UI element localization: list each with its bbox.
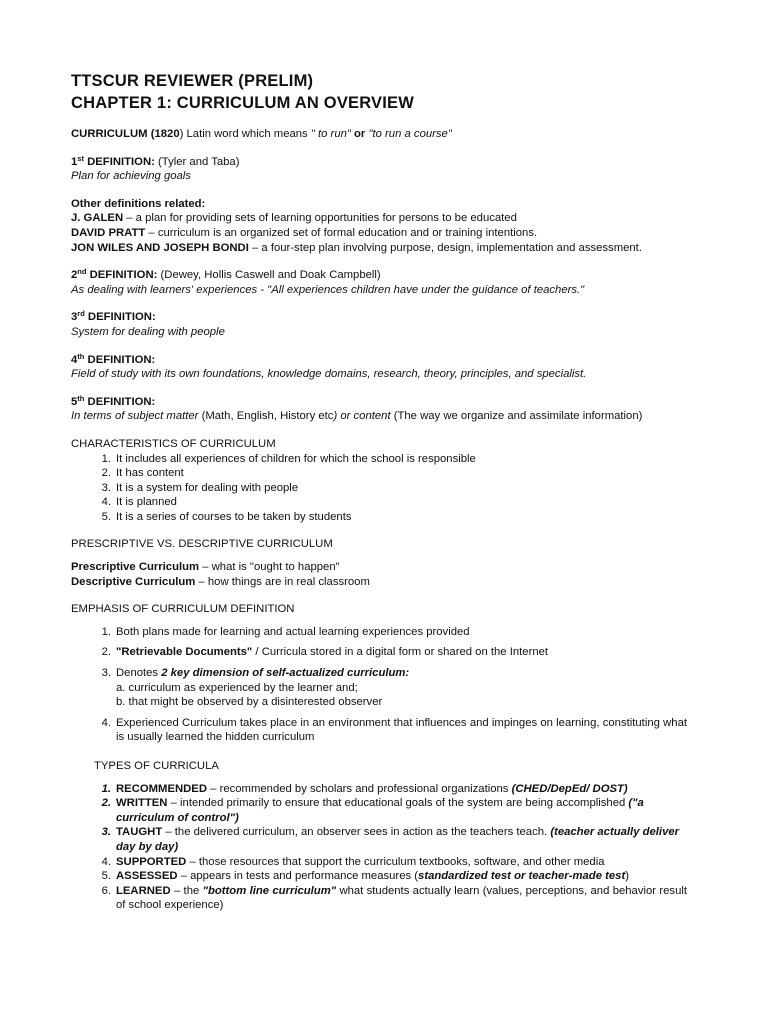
emphasis-heading: EMPHASIS OF CURRICULUM DEFINITION	[71, 603, 295, 616]
definition-3-text: System for dealing with people	[71, 325, 225, 338]
types-list	[71, 782, 687, 913]
related-definition-wiles-bondi: JON WILES AND JOSEPH BONDI – a four-step plan involving purpose, design, implementation and assessment.	[71, 241, 642, 254]
list-item: 2. "Retrievable Documents" / Curricula stored in a digital form or shared on the Internet	[101, 646, 549, 659]
prescriptive-descriptive-heading: PRESCRIPTIVE VS. DESCRIPTIVE CURRICULUM	[71, 538, 333, 551]
list-item: 3. TAUGHT – the delivered curriculum, an observer sees in action as the teachers teach. (teacher actually deliver day by day)	[101, 826, 680, 853]
list-item: 5. It is a series of courses to be taken by students	[101, 510, 352, 523]
definition-4-heading: 4th DEFINITION:	[71, 351, 156, 366]
curriculum-definition: CURRICULUM (1820) Latin word which means " to run" or "to run a course"	[71, 128, 452, 140]
related-definition-pratt: DAVID PRATT – curriculum is an organized set of formal education and or training intentions.	[71, 226, 538, 239]
characteristics-heading: CHARACTERISTICS OF CURRICULUM	[71, 437, 276, 450]
list-item: 1. It includes all experiences of children for which the school is responsible	[101, 452, 476, 465]
definition-1-heading: 1st DEFINITION: (Tyler and Taba)	[71, 153, 240, 168]
list-item: 5. ASSESSED – appears in tests and performance measures (standardized test or teacher-made test)	[101, 870, 629, 883]
definition-3-heading: 3rd DEFINITION:	[71, 309, 156, 324]
emphasis-list	[71, 625, 687, 745]
list-item: 1. RECOMMENDED – recommended by scholars and professional organizations (CHED/DepEd/ DOST)	[101, 782, 628, 795]
related-definitions-heading: Other definitions related:	[71, 197, 206, 210]
list-item: 4. Experienced Curriculum takes place in an environment that influences and impinges on learning, constituting what is usually learned the hidden curriculum	[101, 716, 687, 744]
list-item: 3. It is a system for dealing with people	[101, 481, 299, 494]
list-item: 2. WRITTEN – intended primarily to ensure that educational goals of the system are being accomplished ("a curriculum of control")	[101, 797, 644, 824]
definition-1-text: Plan for achieving goals	[71, 170, 191, 183]
definition-5-heading: 5th DEFINITION:	[71, 393, 156, 408]
descriptive-curriculum: Descriptive Curriculum – how things are in real classroom	[71, 575, 370, 588]
prescriptive-curriculum: Prescriptive Curriculum – what is "ought to happen"	[71, 561, 340, 574]
list-item: 1. Both plans made for learning and actual learning experiences provided	[101, 625, 470, 638]
list-item: 6. LEARNED – the "bottom line curriculum" what students actually learn (values, perceptions, and behavior result of school experience)	[101, 884, 688, 912]
definition-2-heading: 2nd DEFINITION: (Dewey, Hollis Caswell and Doak Campbell)	[71, 267, 381, 282]
list-item: 2. It has content	[101, 467, 184, 480]
list-item: 4. It is planned	[101, 496, 177, 509]
definition-5-text: In terms of subject matter (Math, English, History etc) or content (The way we organize and assimilate information)	[71, 410, 643, 423]
definition-4-text: Field of study with its own foundations, knowledge domains, research, theory, principles, and specialist.	[71, 368, 587, 381]
definition-2-text: As dealing with learners' experiences - "All experiences children have under the guidance of teachers."	[71, 283, 585, 296]
chapter-title: CHAPTER 1: CURRICULUM AN OVERVIEW	[71, 94, 415, 112]
list-item: 3. Denotes 2 key dimension of self-actualized curriculum: a. curriculum as experienced by the learner and; b. that might be observed by a disinterested observer	[101, 667, 410, 709]
related-definition-galen: J. GALEN – a plan for providing sets of learning opportunities for persons to be educated	[71, 212, 517, 225]
reviewer-title: TTSCUR REVIEWER (PRELIM)	[71, 72, 314, 90]
document-body	[71, 70, 687, 913]
types-heading: TYPES OF CURRICULA	[94, 760, 219, 772]
list-item: 4. SUPPORTED – those resources that support the curriculum textbooks, software, and other media	[101, 855, 605, 868]
characteristics-list	[71, 452, 687, 525]
